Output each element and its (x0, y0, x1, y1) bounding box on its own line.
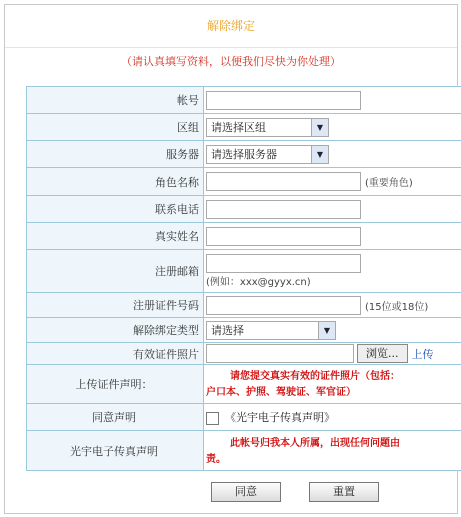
fax-statement-label: 光宇电子传真声明 (27, 431, 204, 471)
row-upload-statement (27, 365, 461, 404)
fax-statement-line1: 此帐号归我本人所属，出现任何问题由 (230, 437, 400, 449)
email-label: 注册邮箱 (27, 250, 204, 293)
email-input[interactable] (206, 254, 361, 273)
email-hint: (例如：xxx@gyyx.cn) (206, 277, 311, 288)
id-number-label: 注册证件号码 (27, 293, 204, 318)
row-id-number (27, 293, 461, 318)
id-number-hint: (15位或18位) (365, 301, 429, 313)
row-fax-statement (27, 431, 461, 471)
role-input[interactable] (206, 172, 361, 191)
chevron-down-icon: ▼ (311, 146, 328, 163)
upload-link[interactable]: 上传 (411, 347, 434, 361)
agree-checkbox[interactable] (206, 412, 219, 425)
page-header (5, 5, 457, 48)
page-title: 解除绑定 (206, 19, 255, 33)
server-label: 服务器 (27, 141, 204, 168)
row-email (27, 250, 461, 293)
chevron-down-icon: ▼ (311, 119, 328, 136)
role-label: 角色名称 (27, 168, 204, 196)
row-agree (27, 404, 461, 431)
fax-statement-line2: 责。 (206, 453, 226, 465)
row-server (27, 141, 461, 168)
unbind-type-label: 解除绑定类型 (27, 318, 204, 343)
account-input[interactable] (206, 91, 361, 110)
realname-input[interactable] (206, 227, 361, 246)
region-selected-value: 请选择区组 (211, 120, 266, 134)
server-selected-value: 请选择服务器 (211, 147, 277, 161)
row-account (27, 87, 461, 114)
id-photo-label: 有效证件照片 (27, 343, 204, 365)
row-realname (27, 223, 461, 250)
region-select[interactable] (206, 118, 329, 137)
id-photo-file-input[interactable] (206, 344, 354, 363)
upload-statement-line2: 户口本、护照、驾驶证、军官证） (206, 387, 356, 398)
row-unbind-type (27, 318, 461, 343)
server-select[interactable] (206, 145, 329, 164)
unbind-type-select[interactable] (206, 321, 336, 340)
row-role (27, 168, 461, 196)
upload-statement-label: 上传证件声明： (27, 365, 204, 404)
agree-label: 同意声明 (27, 404, 204, 431)
phone-label: 联系电话 (27, 196, 204, 223)
role-hint: (重要角色) (365, 178, 413, 189)
region-label: 区组 (27, 114, 204, 141)
phone-input[interactable] (206, 200, 361, 219)
row-id-photo (27, 343, 461, 365)
row-region (27, 114, 461, 141)
unbind-type-selected-value: 请选择 (211, 323, 244, 337)
unbind-form (26, 86, 461, 471)
agree-button[interactable]: 同意 (211, 482, 281, 502)
row-phone (27, 196, 461, 223)
chevron-down-icon: ▼ (318, 322, 335, 339)
id-number-input[interactable] (206, 296, 361, 315)
upload-statement-line1: 请您提交真实有效的证件照片（包括： (230, 371, 400, 382)
fill-notice: （请认真填写资料，以便我们尽快为你处理） (121, 55, 341, 68)
reset-button[interactable]: 重置 (309, 482, 379, 502)
agree-statement-link[interactable]: 《光宇电子传真声明》 (225, 411, 335, 424)
account-label: 帐号 (27, 87, 204, 114)
realname-label: 真实姓名 (27, 223, 204, 250)
browse-button[interactable]: 浏览... (357, 344, 408, 363)
